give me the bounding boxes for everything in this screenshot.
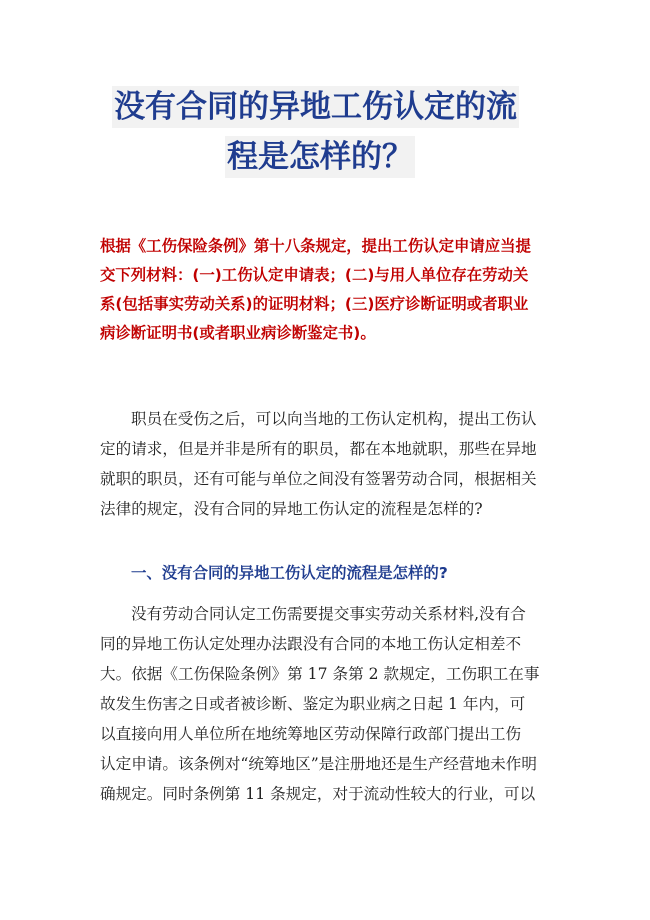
paragraph-line: 法律的规定，没有合同的异地工伤认定的流程是怎样的? xyxy=(100,500,483,518)
paragraph-line: 没有劳动合同认定工伤需要提交事实劳动关系材料,没有合 xyxy=(131,605,526,623)
paragraph-line: 定的请求，但是并非是所有的职员，都在本地就职，那些在异地 xyxy=(100,440,537,458)
intro-paragraph xyxy=(100,404,550,524)
paragraph-line: 认定申请。该条例对“统筹地区”是注册地还是生产经营地未作明 xyxy=(100,755,537,773)
highlighted-paragraph xyxy=(100,232,560,348)
highlighted-line: 交下列材料：(一)工伤认定申请表；(二)与用人单位存在劳动关 xyxy=(100,266,529,284)
paragraph-line: 就职的职员，还有可能与单位之间没有签署劳动合同，根据相关 xyxy=(100,470,537,488)
paragraph-line: 职员在受伤之后，可以向当地的工伤认定机构，提出工伤认 xyxy=(131,410,537,428)
paragraph-line: 同的异地工伤认定处理办法跟没有合同的本地工伤认定相差不 xyxy=(100,635,522,653)
highlighted-line: 根据《工伤保险条例》第十八条规定，提出工伤认定申请应当提 xyxy=(100,237,531,255)
page-title-line-1: 没有合同的异地工伤认定的流 xyxy=(112,86,519,128)
section-paragraph xyxy=(100,599,550,809)
paragraph-line: 确规定。同时条例第 11 条规定，对于流动性较大的行业，可以 xyxy=(100,785,536,803)
paragraph-line: 故发生伤害之日或者被诊断、鉴定为职业病之日起 1 年内，可 xyxy=(100,695,526,713)
highlighted-line: 病诊断证明书(或者职业病诊断鉴定书)。 xyxy=(100,324,376,342)
highlighted-line: 系(包括事实劳动关系)的证明材料；(三)医疗诊断证明或者职业 xyxy=(100,295,529,313)
section-heading: 一、没有合同的异地工伤认定的流程是怎样的? xyxy=(131,564,448,582)
paragraph-line: 以直接向用人单位所在地统筹地区劳动保障行政部门提出工伤 xyxy=(100,725,522,743)
page-title-line-2: 程是怎样的？ xyxy=(225,136,415,178)
paragraph-line: 大。依据《工伤保险条例》第 17 条第 2 款规定，工伤职工在事 xyxy=(100,665,540,683)
